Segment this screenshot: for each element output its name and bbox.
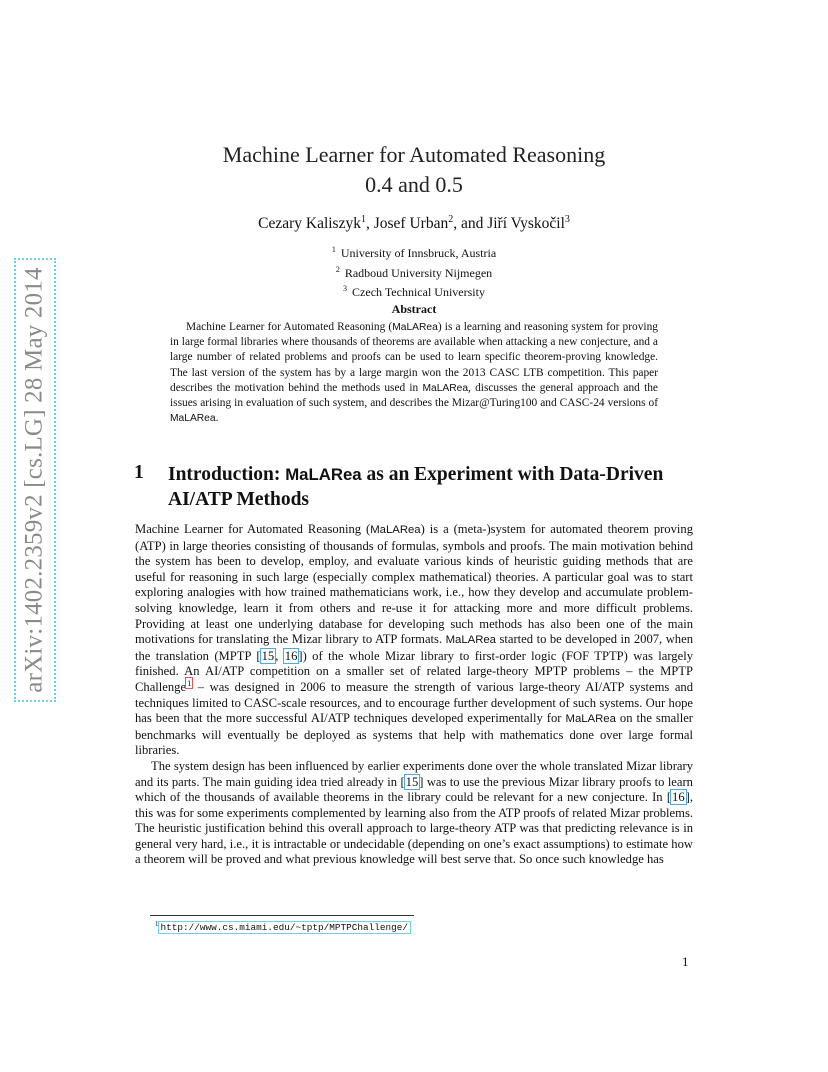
text-run: , (275, 648, 284, 663)
text-run: started to be developed in 2007, when the translation (MPTP (135, 632, 693, 663)
arxiv-stamp[interactable] (14, 258, 56, 702)
text-run: The system design has been influenced by earlier experiments done over the whole translated Mizar library and its parts. The main guiding idea tried already in (135, 758, 693, 789)
affiliation-item (200, 262, 628, 282)
text-run: Machine Learner for Automated Reasoning ( (135, 522, 371, 536)
citation-link[interactable]: 16 (284, 648, 298, 663)
footnote-ref-link[interactable]: 1 (187, 677, 192, 688)
text-run: ) is a (meta-)system for automated theorem proving (ATP) in large theories consisting of thousands of formulas, symbols and proofs. The main motivation behind the system has been to develop, employ, and evaluate various kinds of heuristic guiding methods that are useful for reasoning in such large (especially complex mathematical) theories. A particular goal was to start exploring analogies with how trained mathematicians work, i.e., how they develop and accumulate problem-solving knowledge, learn it from others and re-use it for attacking more and more difficult problems. Providing at least one underlying database for developing such methods has also been one of the main motivations for translating the Mizar library to ATP formats. (135, 522, 693, 647)
affiliation-text: University of Innsbruck, Austria (340, 246, 497, 260)
system-name: MaLARea (565, 713, 616, 726)
text-run: , this was for some experiments complemented by learning also from the ATP proofs of related Mizar problems. The heuristic justification behind this overall approach to large-theory ATP was that predicting relevance is in general very hard, i.e., it is intractable or undecidable (depending on one’s exact assumptions) to estimate how a theorem will be proved and what previous knowledge will best serve that. So once such knowledge has (135, 790, 693, 867)
citation-link[interactable]: 16 (672, 790, 685, 805)
system-name: MaLARea (445, 634, 496, 647)
system-name: MaLARea (392, 322, 438, 333)
system-name: MaLARea (285, 465, 362, 484)
abstract-heading: Abstract (391, 302, 437, 316)
text-run: on the smaller benchmarks will eventually be deployed as systems that help with mathematics done over large formal libraries. (135, 711, 693, 758)
abstract-text-run: , discusses the general approach and the issues arising in evaluation of such system, and describes the Mizar@Turing100 and CASC-24 versions of (170, 381, 658, 410)
author-separator: , and (453, 215, 488, 233)
paragraph: The system design has been influenced by earlier experiments done over the whole translated Mizar library and its parts. The main guiding idea tried already in [15] was to use the previous Mizar library proofs to learn which of the thousands of available theorems in the library could be relevant for a new conjecture. In [16], this was for some experiments complemented by learning also from the ATP proofs of related Mizar problems. The heuristic justification behind this overall approach to large-theory ATP was that predicting relevance is in general very hard, i.e., it is intractable or undecidable (depending on one’s exact assumptions) to estimate how a theorem will be proved and what previous knowledge will best serve that. So once such knowledge has (135, 758, 693, 867)
author-affiliation-mark: 1 (360, 214, 366, 225)
paragraph: Machine Learner for Automated Reasoning (MaLARea) is a (meta-)system for automated theorem proving (ATP) in large theories consisting of thousands of formulas, symbols and proofs. The main motivation behind the system has been to develop, employ, and evaluate various kinds of heuristic guiding methods that are useful for reasoning in such large (especially complex mathematical) theories. A particular goal was to start exploring analogies with how trained mathematicians work, i.e., how they develop and accumulate problem-solving knowledge, learn it from others and re-use it for attacking more and more difficult problems. Providing at least one underlying database for developing such methods has also been one of the main motivations for translating the Mizar library to ATP formats. MaLARea started to be developed in 2007, when the translation (MPTP [15, 16]) of the whole Mizar library to first-order logic (FOF TPTP) was largely finished. An AI/ATP competition on a smaller set of related large-theory MPTP problems – the MPTP Challenge$^1$ – was designed in 2006 to measure the strength of various large-theory AI/ATP systems and techniques limited to CASC-scale resources, and to encourage further development of such systems. Our hope has been that the more successful AI/ATP techniques developed experimentally for MaLARea on the smaller benchmarks will eventually be deployed as systems that help with mathematics done over large formal libraries. (135, 522, 693, 758)
section-title-run: Introduction: (168, 464, 286, 485)
footnote-rule (150, 915, 414, 916)
affiliation-text: Czech Technical University (352, 285, 485, 299)
section-title (168, 462, 728, 512)
author-list (130, 210, 698, 234)
text-run: – was designed in 2006 to measure the strength of various large-theory AI/ATP systems and techniques limited to CASC-scale resources, and to encourage further development of such systems. Our hope has been that the more successful AI/ATP techniques developed experimentally for (135, 679, 693, 726)
paper-title-line-2: 0.4 and 0.5 (365, 172, 463, 197)
section-title-run: as an Experiment with Data-Driven AI/ATP Methods (168, 464, 664, 510)
affiliation-mark: 2 (335, 264, 340, 274)
text-run: was to use the previous Mizar library proofs to learn which of the thousands of available theorems in the library could be relevant for a new conjecture. In (135, 774, 693, 805)
affiliation-mark: 1 (331, 245, 336, 254)
paper-title-line-1: Machine Learner for Automated Reasoning (222, 142, 606, 167)
abstract-text-run: ) is a learning and reasoning system for proving in large formal libraries where thousands of theorems are available when attacking a new conjecture, and a large number of related problems and proofs can be used to learn specific theorem-proving knowledge. The last version of the system has by a large margin won the 2013 CASC LTB competition. This paper describes the motivation behind the methods used in (170, 321, 658, 394)
affiliation-item (200, 242, 628, 262)
author-affiliation-mark: 2 (448, 214, 454, 225)
system-name: MaLARea (370, 524, 421, 536)
arxiv-stamp-text: arXiv:1402.2359v2 [cs.LG] 28 May 2014 (21, 267, 48, 693)
author-separator: , (365, 215, 374, 233)
system-name: MaLARea (422, 382, 469, 394)
affiliation-list (200, 242, 628, 301)
citation-link[interactable]: 15 (261, 648, 275, 663)
citation-link[interactable]: 15 (405, 774, 419, 789)
affiliation-item (200, 281, 628, 301)
footnote-mark: 1 (155, 920, 159, 928)
footnote-url-link[interactable]: http://www.cs.miami.edu/~tptp/MPTPChallenge/ (160, 922, 409, 934)
abstract-text (170, 320, 658, 426)
author-affiliation-mark: 3 (564, 214, 570, 225)
body-text (135, 522, 693, 868)
abstract-text-run: Machine Learner for Automated Reasoning ( (186, 321, 393, 333)
system-name: MaLARea (170, 413, 216, 425)
section-number: 1 (134, 462, 144, 483)
page-number: 1 (682, 954, 689, 969)
footnote (155, 920, 410, 933)
affiliation-mark: 3 (343, 284, 348, 293)
author-name: Jiří Vyskočil (487, 215, 565, 233)
text-run: ) of the whole Mizar library to first-order logic (FOF TPTP) was largely finished. An AI/ATP competition on a smaller set of related large-theory MPTP problems – the MPTP Challenge (135, 648, 693, 694)
author-name: Josef Urban (373, 215, 449, 233)
affiliation-text: Radboud University Nijmegen (344, 265, 493, 280)
author-name: Cezary Kaliszyk (258, 215, 361, 233)
abstract-text-run: . (215, 412, 219, 425)
paper-title (130, 140, 698, 200)
